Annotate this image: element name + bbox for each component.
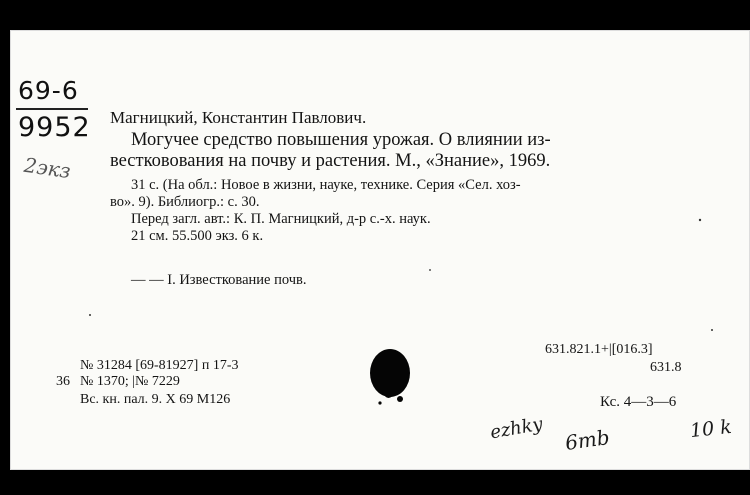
footer-line-2: № 1370; |№ 7229 (80, 374, 180, 389)
shelf-mark-top: 69-6 (18, 76, 79, 105)
paper-specks (10, 30, 750, 470)
classification-1: 631.821.1+|[016.3] (545, 342, 653, 357)
shelf-mark-bottom: 9952 (18, 112, 91, 143)
title-line-1: Могучее средство повышения урожая. О влиянии из- (131, 130, 551, 150)
footer-line-2-prefix: 36 (56, 374, 70, 389)
description-line-3: Перед загл. авт.: К. П. Магницкий, д-р с.-х. наук. (131, 211, 431, 227)
inventory-note-3: 10 k (688, 415, 733, 443)
description-line-2: во». 9). Библиогр.: с. 30. (110, 194, 260, 210)
title-line-2: вестковования на почву и растения. М., «Знание», 1969. (110, 151, 551, 171)
copies-note: 2экз (22, 152, 73, 184)
author-heading: Магницкий, Константин Павлович. (110, 108, 367, 127)
classification-2: 631.8 (650, 360, 682, 375)
subject-heading: — — I. Известкование почв. (131, 272, 307, 288)
inventory-note-2: 6mb (563, 425, 611, 455)
inventory-note-1: ezhky (488, 413, 545, 444)
description-line-4: 21 см. 55.500 экз. 6 к. (131, 228, 264, 244)
price-code: Кс. 4—3—6 (600, 394, 677, 410)
footer-line-3: Вс. кн. пал. 9. X 69 М126 (80, 392, 231, 407)
catalog-card (10, 30, 750, 470)
description-line-1: 31 с. (На обл.: Новое в жизни, науке, технике. Серия «Сел. хоз- (131, 177, 521, 193)
footer-line-1: № 31284 [69-81927] п 17-3 (80, 358, 239, 373)
